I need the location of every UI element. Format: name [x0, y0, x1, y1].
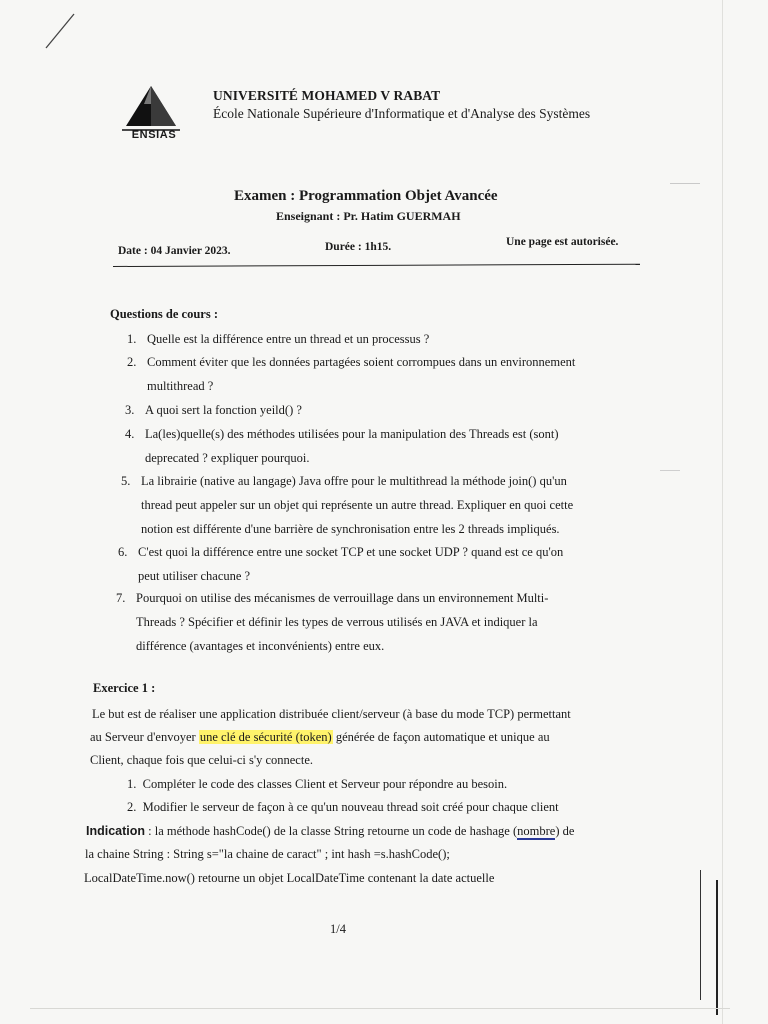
scan-edge — [722, 0, 723, 1024]
exam-title: Examen : Programmation Objet Avancée — [234, 188, 498, 204]
question-item: 7. Pourquoi on utilise des mécanismes de verrouillage dans un environnement Multi- Threads ? Spécifier et définir les types de verrous utilisés en JAVA et indiquer la différence (avantages et inconvénients) entre eux. — [116, 591, 549, 653]
logo-text: ENSIAS — [131, 129, 177, 141]
indication: Indication : la méthode hashCode() de la classe String retourne un code de hashage (nombre) de — [86, 824, 575, 838]
scan-edge — [30, 1008, 730, 1009]
scan-dash — [670, 183, 700, 184]
university-name: UNIVERSITÉ MOHAMED V RABAT — [213, 88, 441, 103]
school-name: École Nationale Supérieure d'Informatique et d'Analyse des Systèmes — [213, 106, 591, 121]
indication-code: LocalDateTime.now() retourne un objet LocalDateTime contenant la date actuelle — [84, 871, 495, 885]
exercise-intro: Client, chaque fois que celui-ci s'y connecte. — [90, 753, 314, 767]
question-item: 2. Comment éviter que les données partagées soient corrompues dans un environnement multithread ? — [127, 355, 576, 393]
exercise-title: Exercice 1 : — [93, 681, 156, 695]
exam-duration: Durée : 1h15. — [325, 241, 392, 253]
question-item: 5. La librairie (native au langage) Java offre pour le multithread la méthode join() qu'un thread peut appeler sur un objet qui représente un autre thread. Expliquer en quoi cette notion est différente d'une barrière de synchronisation entre les 2 threads impliqués. — [121, 474, 574, 536]
exercise-task: 1. Compléter le code des classes Client et Serveur pour répondre au besoin. — [127, 777, 508, 791]
ensias-logo — [118, 84, 184, 144]
question-item: 1. Quelle est la différence entre un thread et un processus ? — [127, 332, 430, 346]
scan-edge-line — [700, 870, 701, 1000]
highlighted-token-text: une clé de sécurité (token) — [199, 730, 332, 744]
pen-stroke-mark — [44, 10, 80, 50]
underlined-word: nombre — [517, 824, 556, 838]
pages-allowed: Une page est autorisée. — [506, 236, 619, 248]
exam-date: Date : 04 Janvier 2023. — [118, 245, 231, 257]
question-item: 3. A quoi sert la fonction yeild() ? — [125, 403, 302, 417]
scan-edge-line — [716, 880, 718, 1015]
page-number: 1/4 — [330, 922, 346, 936]
teacher-name: Enseignant : Pr. Hatim GUERMAH — [276, 209, 461, 223]
exercise-intro: au Serveur d'envoyer une clé de sécurité (token) générée de façon automatique et unique au — [90, 730, 550, 744]
header-divider — [113, 264, 640, 267]
exercise-task: 2. Modifier le serveur de façon à ce qu'un nouveau thread soit créé pour chaque client — [127, 800, 559, 814]
question-item: 4. La(les)quelle(s) des méthodes utilisées pour la manipulation des Threads est (sont) deprecated ? expliquer pourquoi. — [125, 427, 559, 465]
indication-code: la chaine String : String s="la chaine de caract" ; int hash =s.hashCode(); — [85, 847, 450, 861]
question-item: 6. C'est quoi la différence entre une socket TCP et une socket UDP ? quand est ce qu'on peut utiliser chacune ? — [118, 545, 564, 583]
exercise-intro: Le but est de réaliser une application distribuée client/serveur (à base du mode TCP) permettant — [92, 707, 571, 721]
scan-dash — [660, 470, 680, 471]
questions-title: Questions de cours : — [110, 307, 218, 321]
